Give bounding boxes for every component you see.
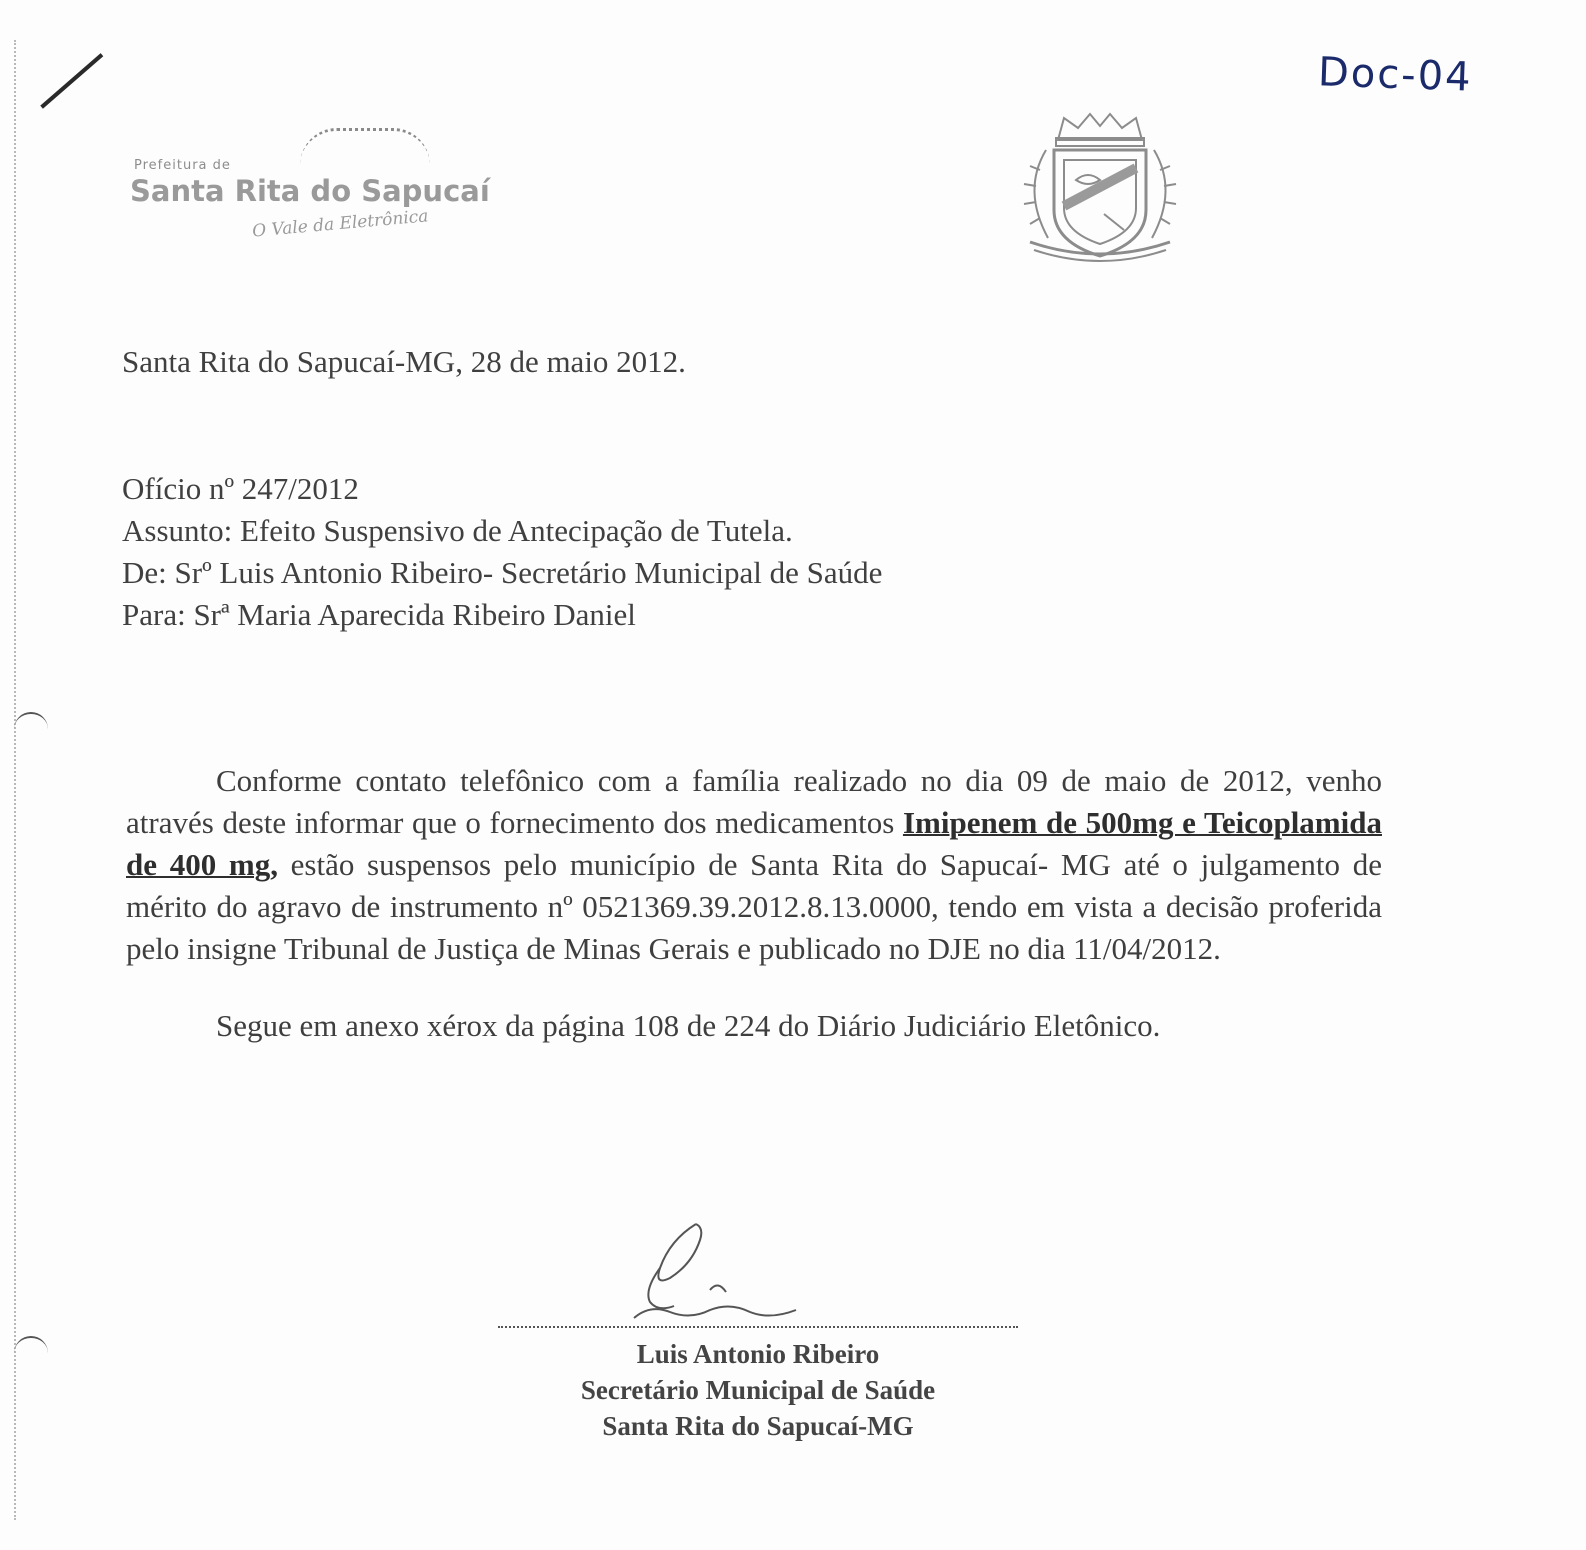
- attachment-note: Segue em anexo xérox da página 108 de 224 do Diário Judiciário Eletônico.: [216, 1008, 1161, 1043]
- from-line: De: Srº Luis Antonio Ribeiro- Secretário Municipal de Saúde: [122, 555, 883, 590]
- to-line: Para: Srª Maria Aparecida Ribeiro Daniel: [122, 597, 636, 632]
- punch-hole-mark: [14, 1336, 48, 1356]
- medication-highlight: Imipenem de 500mg e Teicoplamida de 400 mg,: [126, 805, 1382, 882]
- body-paragraph: [126, 760, 1382, 970]
- signer-block: [498, 1336, 1018, 1444]
- signer-name: Luis Antonio Ribeiro: [636, 1339, 880, 1369]
- logo-prefix: Prefeitura de: [134, 158, 231, 173]
- body-text-part1: Conforme contato telefônico com a família realizado no dia 09 de maio de 2012, venho através deste informar que o fornecimento dos medicamentos: [126, 763, 1382, 840]
- signer-city: Santa Rita do Sapucaí-MG: [602, 1411, 914, 1441]
- oficio-number: Ofício nº 247/2012: [122, 471, 359, 506]
- logo-name: Santa Rita do Sapucaí: [130, 174, 490, 208]
- subject-line: Assunto: Efeito Suspensivo de Antecipação de Tutela.: [122, 513, 793, 548]
- pen-stroke-mark: [40, 53, 103, 109]
- signature-line: [498, 1326, 1018, 1328]
- coat-of-arms-icon: [1000, 110, 1200, 270]
- letter-header: [122, 468, 882, 636]
- body-text-part2: estão suspensos pelo município de Santa Rita do Sapucaí- MG até o julgamento de mérito do agravo de instrumento nº 0521369.39.2012.8.13.0000, tendo em vista a decisão proferida pelo insigne Tribunal de Justiça de Minas Gerais e publicado no DJE no dia 11/04/2012.: [126, 847, 1383, 966]
- signer-title: Secretário Municipal de Saúde: [580, 1375, 936, 1405]
- logo-arc: [300, 128, 430, 165]
- handwritten-signature: [600, 1220, 820, 1330]
- date-line: Santa Rita do Sapucaí-MG, 28 de maio 2012.: [122, 344, 686, 379]
- logo-tagline: O Vale da Eletrônica: [251, 206, 430, 242]
- municipality-logo: [130, 128, 490, 248]
- punch-hole-mark: [14, 712, 48, 732]
- letter-body: [126, 760, 1382, 970]
- handwritten-doc-label: Doc-04: [1317, 49, 1474, 101]
- scanner-edge-marks: [14, 40, 24, 1520]
